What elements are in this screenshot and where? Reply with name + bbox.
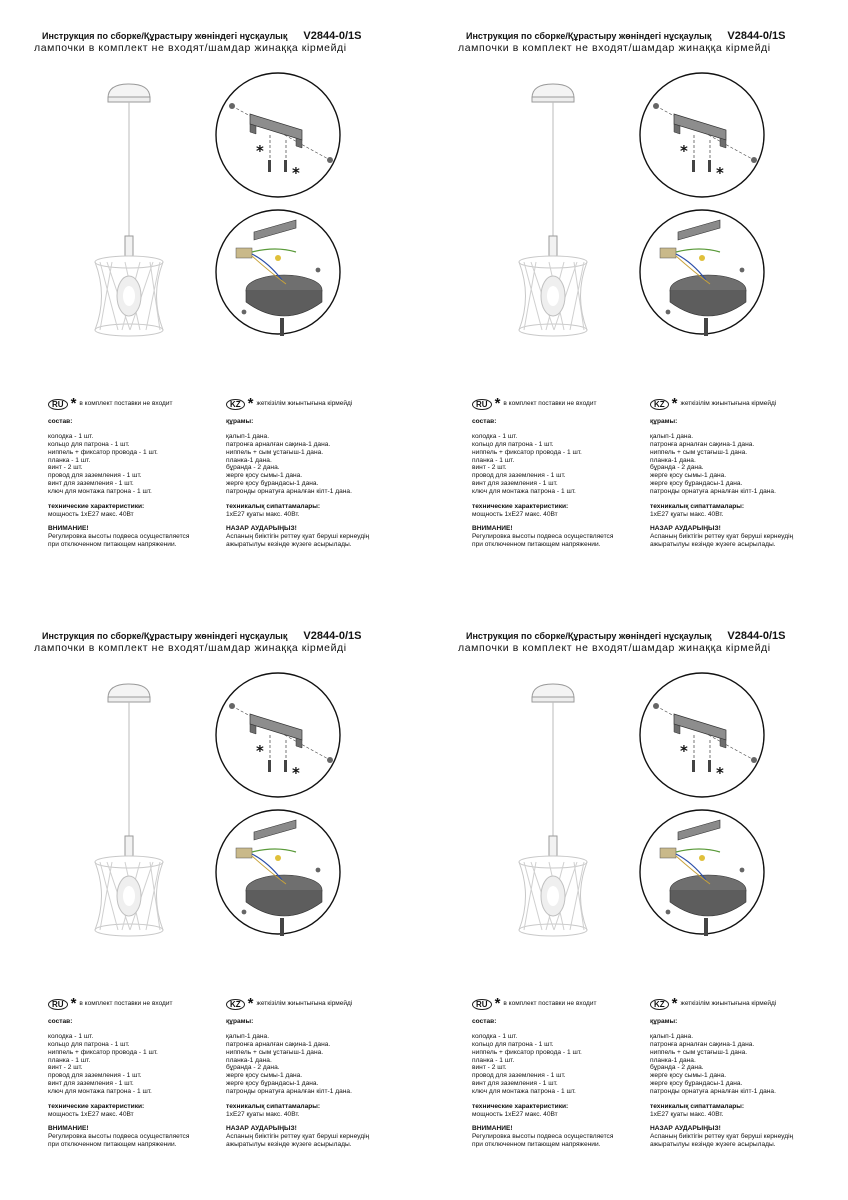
list-item: қалып-1 дана. <box>226 1032 270 1040</box>
bulbs-note: лампочки в комплект не входят/шамдар жинаққа кірмейді <box>34 42 347 54</box>
list-item: винт - 2 шт. <box>472 1064 507 1072</box>
list-item: жерге қосу бұрандасы-1 дана. <box>650 1080 743 1088</box>
title-text: Инструкция по сборке/Құрастыру жөніндегі нұсқаулық <box>42 31 288 41</box>
kz-spec-label: техникалық сипаттамалары: <box>650 503 745 511</box>
model-number: V2844-0/1S <box>303 630 362 642</box>
kz-composition-label: құрамы: <box>650 418 678 425</box>
ru-composition-label: состав: <box>48 1018 73 1025</box>
ru-not-included-note: в комплект поставки не входит <box>79 400 173 408</box>
list-item: ключ для монтажа патрона - 1 шт. <box>48 1088 152 1096</box>
kz-spec-value: 1хЕ27 қуаты макс. 40Вт. <box>650 510 724 518</box>
ru-composition-label: состав: <box>48 418 73 425</box>
list-item: ключ для монтажа патрона - 1 шт. <box>48 488 152 496</box>
asterisk-icon: * <box>247 995 254 1013</box>
kz-items-list <box>226 433 416 496</box>
assembly-drawings <box>424 600 848 980</box>
ru-not-included-note: в комплект поставки не входит <box>503 1000 597 1008</box>
kz-not-included-note: жеткізілім жиынтығына кірмейді <box>680 1000 777 1008</box>
list-item: винт - 2 шт. <box>472 464 507 472</box>
kz-items-list <box>226 1033 416 1096</box>
list-item: планка - 1 шт. <box>472 1056 515 1064</box>
kz-section <box>650 996 840 1149</box>
model-number: V2844-0/1S <box>727 630 786 642</box>
list-item: жерге қосу сымы-1 дана. <box>226 1072 303 1080</box>
ru-warning-text: при отключенном питающем напряжении. <box>472 540 601 548</box>
list-item: қалып-1 дана. <box>650 432 694 440</box>
ru-spec-value: мощность 1хЕ27 макс. 40Вт <box>472 510 558 518</box>
list-item: бұранда - 2 дана. <box>650 464 704 472</box>
instruction-sheet <box>424 600 848 1200</box>
list-item: винт для заземления - 1 шт. <box>48 480 134 488</box>
kz-warning-label: НАЗАР АУДАРЫҢЫЗ! <box>650 524 721 532</box>
ru-items-list <box>472 433 642 496</box>
list-item: кольцо для патрона - 1 шт. <box>472 440 554 448</box>
kz-spec-value: 1хЕ27 қуаты макс. 40Вт. <box>226 510 300 518</box>
list-item: бұранда - 2 дана. <box>650 1064 704 1072</box>
title-text: Инструкция по сборке/Құрастыру жөніндегі нұсқаулық <box>466 631 712 641</box>
asterisk-icon: * <box>494 995 501 1013</box>
list-item: жерге қосу сымы-1 дана. <box>650 472 727 480</box>
list-item: планка-1 дана. <box>650 456 696 464</box>
list-item: планка - 1 шт. <box>48 1056 91 1064</box>
ru-spec-label: технические характеристики: <box>48 1103 145 1111</box>
ru-warning-text: Регулировка высоты подвеса осуществляется <box>48 1132 190 1140</box>
kz-warning-text: Аспаның биіктігін реттеу қуат беруші кернеудің <box>226 1132 370 1140</box>
ru-composition-label: состав: <box>472 1018 497 1025</box>
list-item: патронға арналған сақина-1 дана. <box>226 440 331 448</box>
kz-warning-text: Аспаның биіктігін реттеу қуат беруші кернеудің <box>226 532 370 540</box>
kz-spec-label: техникалық сипаттамалары: <box>226 1103 321 1111</box>
ru-badge: RU <box>472 999 492 1010</box>
kz-warning-label: НАЗАР АУДАРЫҢЫЗ! <box>226 524 297 532</box>
list-item: планка - 1 шт. <box>472 456 515 464</box>
instruction-sheet <box>424 0 848 600</box>
list-item: винт - 2 шт. <box>48 1064 83 1072</box>
kz-badge: KZ <box>650 399 669 410</box>
asterisk-icon: * <box>671 995 678 1013</box>
kz-badge: KZ <box>226 399 245 410</box>
list-item: винт для заземления - 1 шт. <box>48 1080 134 1088</box>
list-item: колодка - 1 шт. <box>48 1032 94 1040</box>
kz-not-included-note: жеткізілім жиынтығына кірмейді <box>680 400 777 408</box>
list-item: ниппель + фиксатор провода - 1 шт. <box>48 1048 158 1056</box>
svg-text:*: * <box>292 764 300 782</box>
asterisk-icon: * <box>671 395 678 413</box>
list-item: кольцо для патрона - 1 шт. <box>472 1040 554 1048</box>
list-item: ниппель + фиксатор провода - 1 шт. <box>472 448 582 456</box>
kz-not-included-note: жеткізілім жиынтығына кірмейді <box>256 400 353 408</box>
kz-composition-label: құрамы: <box>650 1018 678 1025</box>
list-item: планка - 1 шт. <box>48 456 91 464</box>
ru-items-list <box>472 1033 642 1096</box>
ru-items-list <box>48 1033 218 1096</box>
svg-text:*: * <box>716 164 724 182</box>
list-item: провод для заземления - 1 шт. <box>48 472 142 480</box>
ru-warning-text: при отключенном питающем напряжении. <box>472 1140 601 1148</box>
kz-spec-value: 1хЕ27 қуаты макс. 40Вт. <box>650 1110 724 1118</box>
ru-warning-text: Регулировка высоты подвеса осуществляется <box>472 1132 614 1140</box>
kz-not-included-note: жеткізілім жиынтығына кірмейді <box>256 1000 353 1008</box>
list-item: патронға арналған сақина-1 дана. <box>226 1040 331 1048</box>
asterisk-icon: * <box>247 395 254 413</box>
asterisk-icon: * <box>494 395 501 413</box>
ru-warning-text: при отключенном питающем напряжении. <box>48 1140 177 1148</box>
svg-text:*: * <box>256 742 264 760</box>
asterisk-icon: * <box>70 395 77 413</box>
ru-spec-value: мощность 1хЕ27 макс. 40Вт <box>472 1110 558 1118</box>
ru-badge: RU <box>48 999 68 1010</box>
model-number: V2844-0/1S <box>727 30 786 42</box>
list-item: планка-1 дана. <box>650 1056 696 1064</box>
list-item: провод для заземления - 1 шт. <box>472 472 566 480</box>
title-text: Инструкция по сборке/Құрастыру жөніндегі нұсқаулық <box>42 631 288 641</box>
kz-section <box>650 396 840 549</box>
ru-warning-text: Регулировка высоты подвеса осуществляется <box>472 532 614 540</box>
kz-items-list <box>650 433 840 496</box>
ru-spec-label: технические характеристики: <box>472 1103 569 1111</box>
canopy-wiring-icon <box>640 810 764 936</box>
list-item: жерге қосу бұрандасы-1 дана. <box>650 480 743 488</box>
ru-warning-label: ВНИМАНИЕ! <box>48 1124 89 1132</box>
ru-spec-value: мощность 1хЕ27 макс. 40Вт <box>48 1110 134 1118</box>
list-item: колодка - 1 шт. <box>48 432 94 440</box>
kz-warning-text: ажыратылуы кезінде жүзеге асырылады. <box>650 1140 776 1148</box>
list-item: кольцо для патрона - 1 шт. <box>48 440 130 448</box>
svg-text:*: * <box>716 764 724 782</box>
kz-warning-text: ажыратылуы кезінде жүзеге асырылады. <box>650 540 776 548</box>
pendant-lamp-icon <box>95 84 163 336</box>
list-item: патронды орнатуға арналған кілт-1 дана. <box>226 488 352 496</box>
kz-warning-text: Аспаның биіктігін реттеу қуат беруші кернеудің <box>650 532 794 540</box>
kz-spec-label: техникалық сипаттамалары: <box>226 503 321 511</box>
pendant-lamp-icon <box>519 684 587 936</box>
list-item: жерге қосу сымы-1 дана. <box>226 472 303 480</box>
model-number: V2844-0/1S <box>303 30 362 42</box>
svg-text:*: * <box>256 142 264 160</box>
pendant-lamp-icon <box>95 684 163 936</box>
assembly-drawings <box>0 600 424 980</box>
svg-text:*: * <box>292 164 300 182</box>
pendant-lamp-icon <box>519 84 587 336</box>
list-item: колодка - 1 шт. <box>472 432 518 440</box>
kz-composition-label: құрамы: <box>226 1018 254 1025</box>
kz-warning-text: ажыратылуы кезінде жүзеге асырылады. <box>226 540 352 548</box>
ru-badge: RU <box>472 399 492 410</box>
ru-not-included-note: в комплект поставки не входит <box>79 1000 173 1008</box>
list-item: ниппель + сым ұстағыш-1 дана. <box>226 448 324 456</box>
list-item: провод для заземления - 1 шт. <box>48 1072 142 1080</box>
list-item: жерге қосу сымы-1 дана. <box>650 1072 727 1080</box>
canopy-wiring-icon <box>216 210 340 336</box>
ru-warning-label: ВНИМАНИЕ! <box>472 524 513 532</box>
assembly-drawings <box>424 0 848 380</box>
ru-badge: RU <box>48 399 68 410</box>
list-item: винт - 2 шт. <box>48 464 83 472</box>
kz-warning-text: Аспаның биіктігін реттеу қуат беруші кернеудің <box>650 1132 794 1140</box>
ru-section <box>48 996 218 1149</box>
ru-spec-label: технические характеристики: <box>48 503 145 511</box>
list-item: ключ для монтажа патрона - 1 шт. <box>472 488 576 496</box>
list-item: колодка - 1 шт. <box>472 1032 518 1040</box>
list-item: ниппель + фиксатор провода - 1 шт. <box>472 1048 582 1056</box>
ru-warning-label: ВНИМАНИЕ! <box>472 1124 513 1132</box>
list-item: ниппель + сым ұстағыш-1 дана. <box>650 1048 748 1056</box>
canopy-wiring-icon <box>640 210 764 336</box>
kz-badge: KZ <box>226 999 245 1010</box>
bulbs-note: лампочки в комплект не входят/шамдар жинаққа кірмейді <box>458 642 771 654</box>
ru-warning-text: при отключенном питающем напряжении. <box>48 540 177 548</box>
kz-warning-label: НАЗАР АУДАРЫҢЫЗ! <box>226 1124 297 1132</box>
kz-badge: KZ <box>650 999 669 1010</box>
list-item: ниппель + сым ұстағыш-1 дана. <box>226 1048 324 1056</box>
kz-composition-label: құрамы: <box>226 418 254 425</box>
kz-spec-value: 1хЕ27 қуаты макс. 40Вт. <box>226 1110 300 1118</box>
list-item: қалып-1 дана. <box>650 1032 694 1040</box>
bulbs-note: лампочки в комплект не входят/шамдар жинаққа кірмейді <box>34 642 347 654</box>
instruction-sheet <box>0 600 424 1200</box>
list-item: жерге қосу бұрандасы-1 дана. <box>226 480 319 488</box>
kz-items-list <box>650 1033 840 1096</box>
list-item: патронға арналған сақина-1 дана. <box>650 440 755 448</box>
svg-text:*: * <box>680 742 688 760</box>
list-item: винт для заземления - 1 шт. <box>472 480 558 488</box>
ceiling-bracket-icon <box>216 673 340 797</box>
ru-warning-label: ВНИМАНИЕ! <box>48 524 89 532</box>
ceiling-bracket-icon <box>640 673 764 797</box>
list-item: патронды орнатуға арналған кілт-1 дана. <box>650 1088 776 1096</box>
ceiling-bracket-icon <box>640 73 764 197</box>
title-text: Инструкция по сборке/Құрастыру жөніндегі нұсқаулық <box>466 31 712 41</box>
ru-warning-text: Регулировка высоты подвеса осуществляется <box>48 532 190 540</box>
ru-spec-label: технические характеристики: <box>472 503 569 511</box>
asterisk-icon: * <box>70 995 77 1013</box>
list-item: винт для заземления - 1 шт. <box>472 1080 558 1088</box>
ceiling-bracket-icon <box>216 73 340 197</box>
list-item: жерге қосу бұрандасы-1 дана. <box>226 1080 319 1088</box>
list-item: патронға арналған сақина-1 дана. <box>650 1040 755 1048</box>
list-item: кольцо для патрона - 1 шт. <box>48 1040 130 1048</box>
list-item: планка-1 дана. <box>226 456 272 464</box>
list-item: патронды орнатуға арналған кілт-1 дана. <box>226 1088 352 1096</box>
list-item: патронды орнатуға арналған кілт-1 дана. <box>650 488 776 496</box>
svg-text:*: * <box>680 142 688 160</box>
kz-warning-label: НАЗАР АУДАРЫҢЫЗ! <box>650 1124 721 1132</box>
instruction-sheet <box>0 0 424 600</box>
kz-section <box>226 396 416 549</box>
kz-spec-label: техникалық сипаттамалары: <box>650 1103 745 1111</box>
canopy-wiring-icon <box>216 810 340 936</box>
kz-warning-text: ажыратылуы кезінде жүзеге асырылады. <box>226 1140 352 1148</box>
ru-items-list <box>48 433 218 496</box>
ru-composition-label: состав: <box>472 418 497 425</box>
assembly-drawings <box>0 0 424 380</box>
ru-section <box>472 996 642 1149</box>
list-item: бұранда - 2 дана. <box>226 464 280 472</box>
list-item: қалып-1 дана. <box>226 432 270 440</box>
kz-section <box>226 996 416 1149</box>
ru-spec-value: мощность 1хЕ27 макс. 40Вт <box>48 510 134 518</box>
list-item: ниппель + фиксатор провода - 1 шт. <box>48 448 158 456</box>
ru-not-included-note: в комплект поставки не входит <box>503 400 597 408</box>
list-item: ниппель + сым ұстағыш-1 дана. <box>650 448 748 456</box>
bulbs-note: лампочки в комплект не входят/шамдар жинаққа кірмейді <box>458 42 771 54</box>
ru-section <box>472 396 642 549</box>
list-item: ключ для монтажа патрона - 1 шт. <box>472 1088 576 1096</box>
list-item: бұранда - 2 дана. <box>226 1064 280 1072</box>
list-item: планка-1 дана. <box>226 1056 272 1064</box>
list-item: провод для заземления - 1 шт. <box>472 1072 566 1080</box>
ru-section <box>48 396 218 549</box>
